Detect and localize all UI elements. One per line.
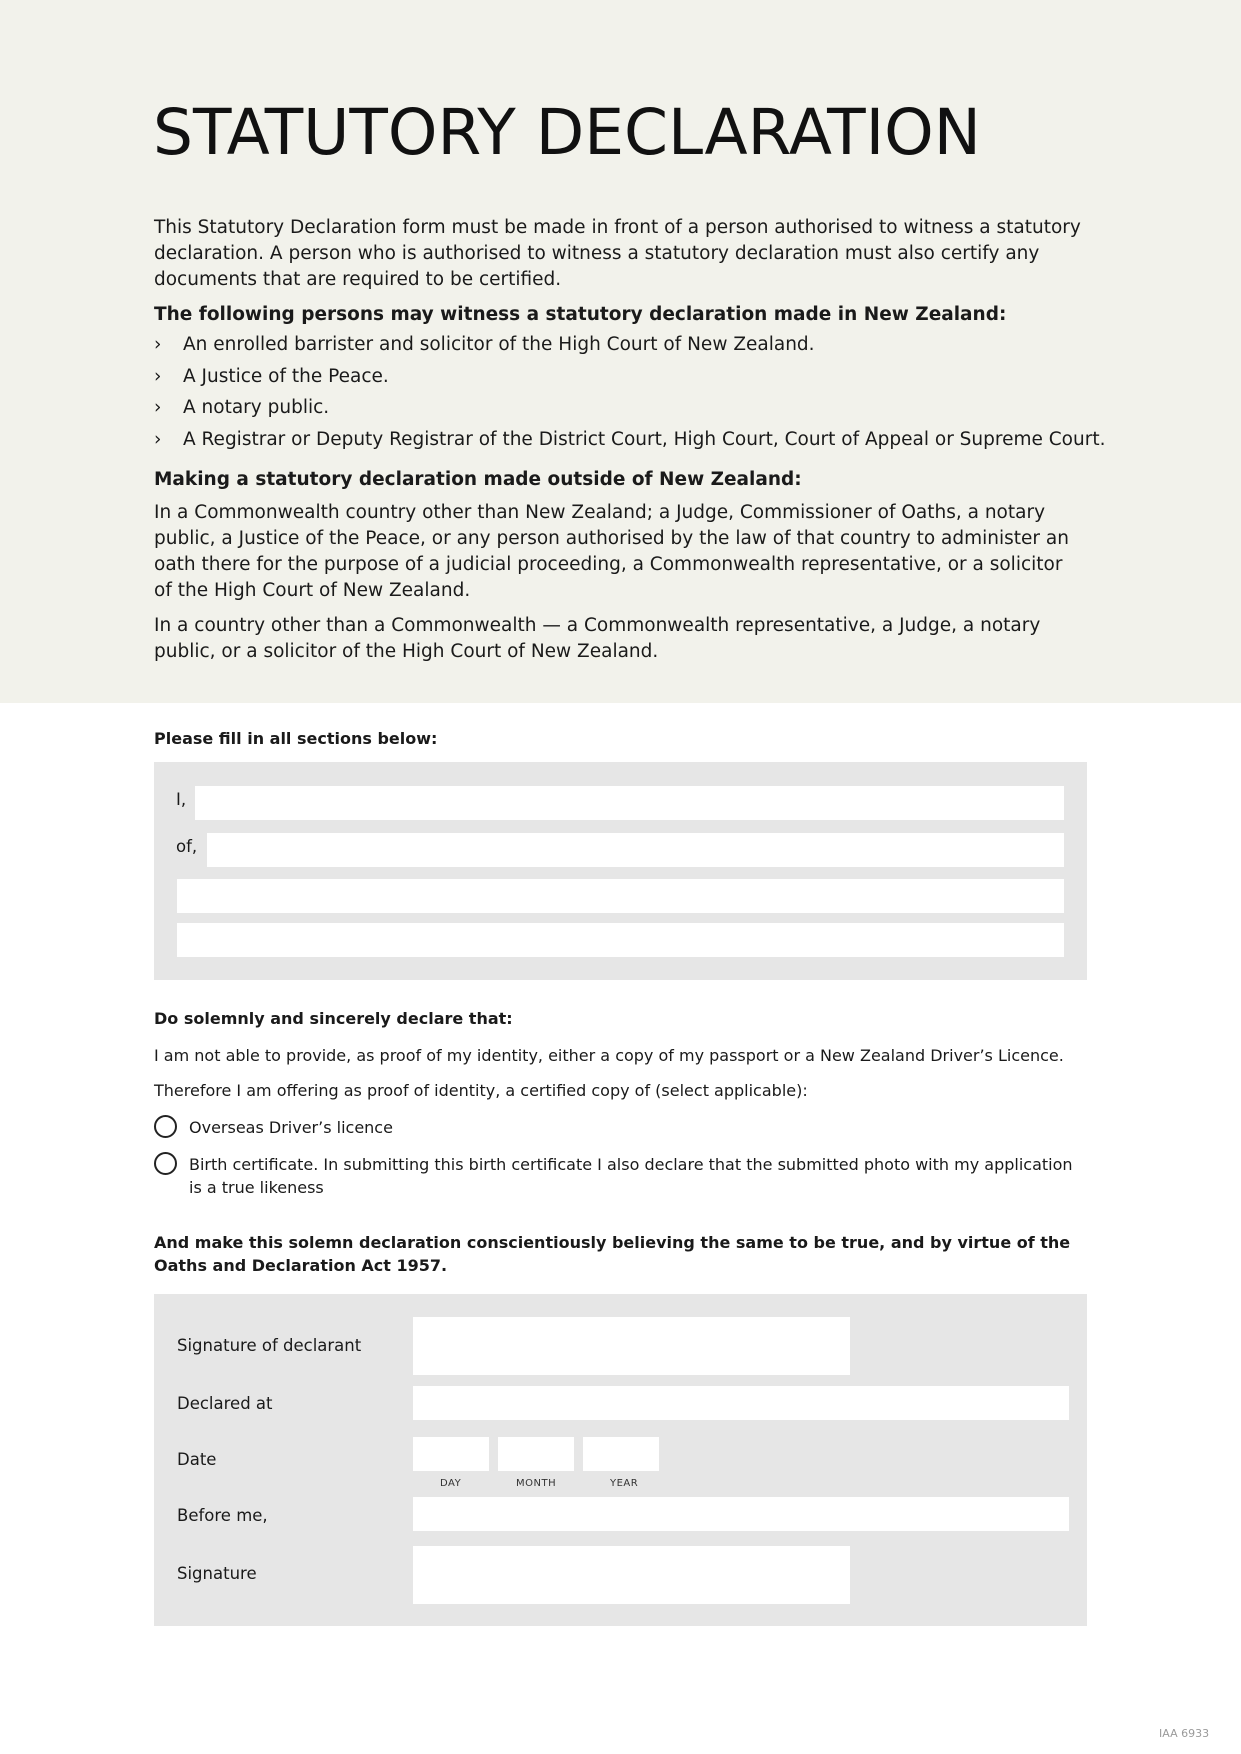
- address-field-2[interactable]: [177, 879, 1064, 913]
- date-label: Date: [177, 1450, 217, 1469]
- outside-heading: Making a statutory declaration made outside of New Zealand:: [154, 468, 802, 490]
- address-field-1[interactable]: [207, 833, 1064, 867]
- option-radio-birth-certificate[interactable]: [154, 1152, 177, 1175]
- identity-statement: I am not able to provide, as proof of my identity, either a copy of my passport or a New Zealand Driver’s Licence.: [154, 1046, 1064, 1065]
- declarant-signature-field[interactable]: [413, 1317, 850, 1375]
- chevron-right-icon: ›: [154, 334, 162, 355]
- option-label-overseas-licence: Overseas Driver’s licence: [189, 1118, 393, 1137]
- intro-body: [154, 215, 1106, 674]
- declare-heading: Do solemnly and sincerely declare that:: [154, 1009, 513, 1028]
- option-label-birth-certificate: Birth certificate. In submitting this birth certificate I also declare that the submitted photo with my application is a true likeness: [189, 1155, 1073, 1197]
- intro-paragraph: This Statutory Declaration form must be made in front of a person authorised to witness a statutory declaration. A person who is authorised to witness a statutory declaration must also certify any documents that are required to be certified.: [154, 217, 1081, 290]
- list-item: › A Registrar or Deputy Registrar of the District Court, High Court, Court of Appeal or Supreme Court.: [154, 427, 1084, 453]
- name-field[interactable]: [195, 786, 1064, 820]
- option-radio-overseas-licence[interactable]: [154, 1115, 177, 1138]
- declared-at-label: Declared at: [177, 1394, 273, 1413]
- witness-list: [154, 332, 1106, 453]
- outside-paragraph-2: In a country other than a Commonwealth — a Commonwealth representative, a Judge, a notary public, or a solicitor of the High Court of New Zealand.: [154, 614, 1041, 662]
- signature-panel: [154, 1294, 1087, 1626]
- declarant-details-panel: [154, 762, 1087, 980]
- declared-at-field[interactable]: [413, 1386, 1069, 1420]
- year-caption: YEAR: [610, 1478, 639, 1489]
- chevron-right-icon: ›: [154, 365, 162, 387]
- list-item: › A notary public.: [154, 395, 1084, 421]
- solemn-declaration-text: And make this solemn declaration conscientiously believing the same to be true, and by virtue of the Oaths and Declaration Act 1957.: [154, 1233, 1071, 1275]
- list-item: › A Justice of the Peace.: [154, 364, 1084, 390]
- list-item: › An enrolled barrister and solicitor of the High Court of New Zealand.: [154, 332, 1084, 358]
- form-code: IAA 6933: [1159, 1727, 1210, 1740]
- day-caption: DAY: [440, 1478, 462, 1489]
- month-caption: MONTH: [516, 1478, 557, 1489]
- before-me-field[interactable]: [413, 1497, 1069, 1531]
- date-day-field[interactable]: [413, 1437, 489, 1471]
- outside-paragraph-1: In a Commonwealth country other than New Zealand; a Judge, Commissioner of Oaths, a notary public, a Justice of the Peace, or any person authorised by the law of that country to administer an oath there for the purpose of a judicial proceeding, a Commonwealth representative, or a solicitor of the High Court of New Zealand.: [154, 501, 1069, 601]
- witness-heading: The following persons may witness a statutory declaration made in New Zealand:: [154, 304, 1007, 325]
- before-me-label: Before me,: [177, 1506, 268, 1525]
- date-month-field[interactable]: [498, 1437, 574, 1471]
- chevron-right-icon: ›: [154, 428, 162, 450]
- signature-of-declarant-label: Signature of declarant: [177, 1336, 362, 1355]
- i-label: I,: [176, 790, 187, 809]
- date-year-field[interactable]: [583, 1437, 659, 1471]
- chevron-right-icon: ›: [154, 397, 162, 418]
- fill-instruction: Please fill in all sections below:: [154, 729, 438, 748]
- witness-signature-label: Signature: [177, 1564, 257, 1583]
- address-field-3[interactable]: [177, 923, 1064, 957]
- witness-signature-field[interactable]: [413, 1546, 850, 1604]
- of-label: of,: [176, 837, 198, 856]
- page-title: STATUTORY DECLARATION: [153, 96, 981, 169]
- offer-text: Therefore I am offering as proof of identity, a certified copy of (select applicable):: [154, 1081, 808, 1100]
